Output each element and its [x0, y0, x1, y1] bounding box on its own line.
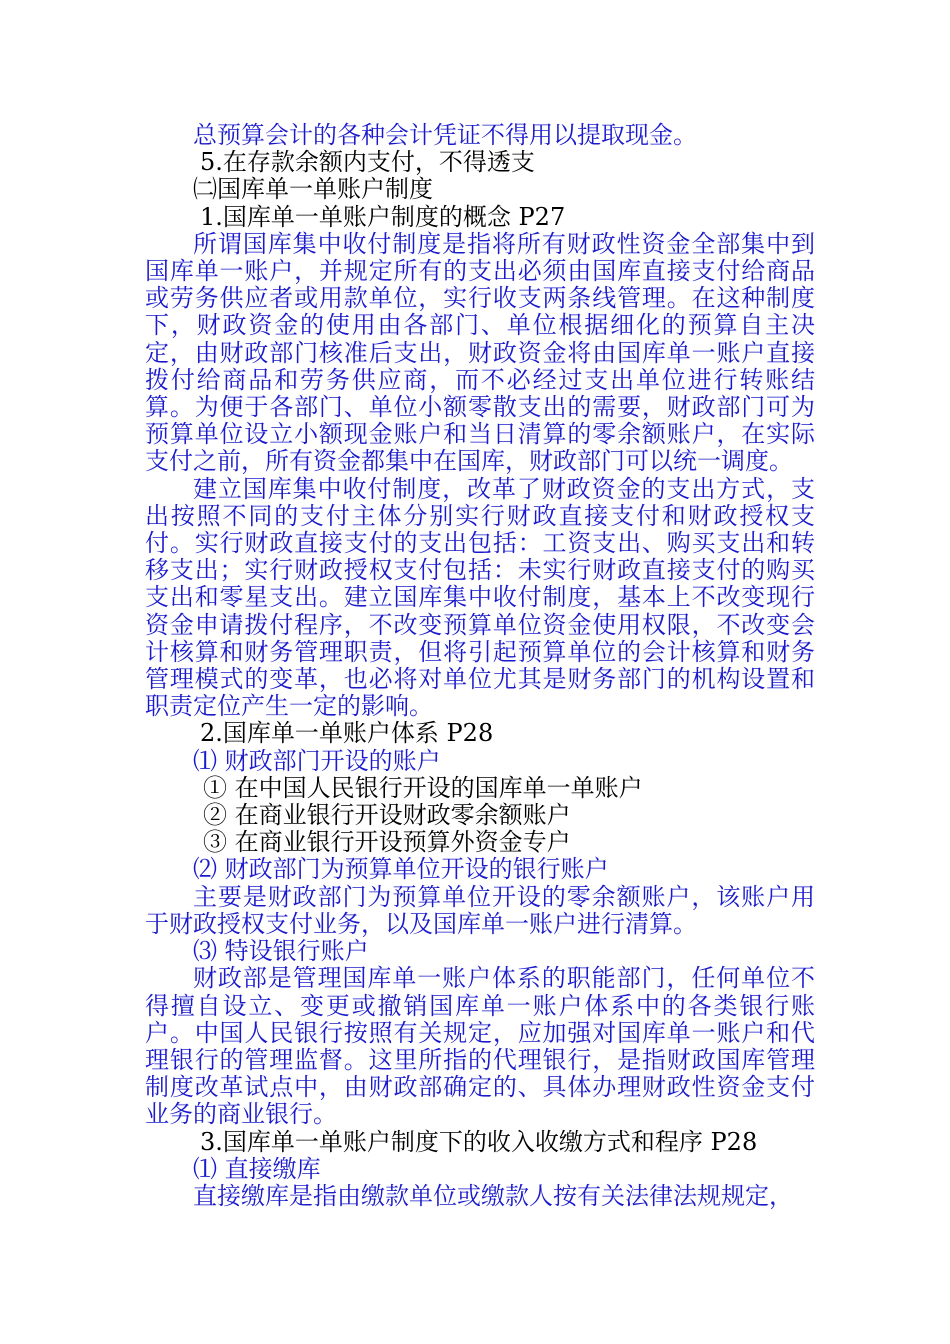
section-heading: 2.国库单一单账户体系 P28: [200, 719, 494, 748]
paragraph: 主要是财政部门为预算单位开设的零余额账户，该账户用于财政授权支付业务，以及国库单一账户进行清算。: [145, 882, 815, 938]
list-item: ① 在中国人民银行开设的国库单一单账户: [203, 773, 643, 802]
subsection-heading: ⑵ 财政部门为预算单位开设的银行账户: [193, 855, 609, 884]
paragraph: 建立国库集中收付制度，改革了财政资金的支出方式，支出按照不同的支付主体分别实行财政直接支付和财政授权支付。实行财政直接支付的支出包括：工资支出、购买支出和转移支出；实行财政授权支付包括：未实行财政直接支付的购买支出和零星支出。建立国库集中收付制度，基本上不改变现行资金申请拨付程序，不改变预算单位资金使用权限，不改变会计核算和财务管理职责，但将引起预算单位的会计核算和财务管理模式的变革，也必将对单位尤其是财务部门的机构设置和职责定位产生一定的影响。: [145, 474, 815, 721]
section-heading: 3.国库单一单账户制度下的收入收缴方式和程序 P28: [200, 1127, 758, 1156]
paragraph: 所谓国库集中收付制度是指将所有财政性资金全部集中到国库单一账户，并规定所有的支出必须由国库直接支付给商品或劳务供应者或用款单位，实行收支两条线管理。在这种制度下，财政资金的使用由各部门、单位根据细化的预算自主决定，由财政部门核准后支出，财政资金将由国库单一账户直接拨付给商品和劳务供应商，而不必经过支出单位进行转账结算。为便于各部门、单位小额零散支出的需要，财政部门可为预算单位设立小额现金账户和当日清算的零余额账户，在实际支付之前，所有资金都集中在国库，财政部门可以统一调度。: [145, 229, 815, 476]
section-heading: ㈡国库单一单账户制度: [193, 175, 433, 204]
section-heading: 5.在存款余额内支付，不得透支: [200, 148, 535, 177]
section-heading: 1.国库单一单账户制度的概念 P27: [200, 202, 566, 231]
subsection-heading: ⑴ 直接缴库: [193, 1154, 321, 1183]
subsection-heading: ⑴ 财政部门开设的账户: [193, 746, 441, 775]
list-item: ② 在商业银行开设财政零余额账户: [203, 801, 571, 830]
paragraph: 直接缴库是指由缴款单位或缴款人按有关法律法规规定，: [193, 1181, 793, 1210]
paragraph: 财政部是管理国库单一账户体系的职能部门，任何单位不得擅自设立、变更或撤销国库单一账户体系中的各类银行账户。中国人民银行按照有关规定，应加强对国库单一账户和代理银行的管理监督。这里所指的代理银行，是指财政国库管理制度改革试点中，由财政部确定的、具体办理财政性资金支付业务的商业银行。: [145, 964, 815, 1129]
list-item: ③ 在商业银行开设预算外资金专户: [203, 828, 571, 857]
subsection-heading: ⑶ 特设银行账户: [193, 937, 369, 966]
text-line: 总预算会计的各种会计凭证不得用以提取现金。: [193, 121, 697, 149]
document-body: [145, 122, 815, 1210]
